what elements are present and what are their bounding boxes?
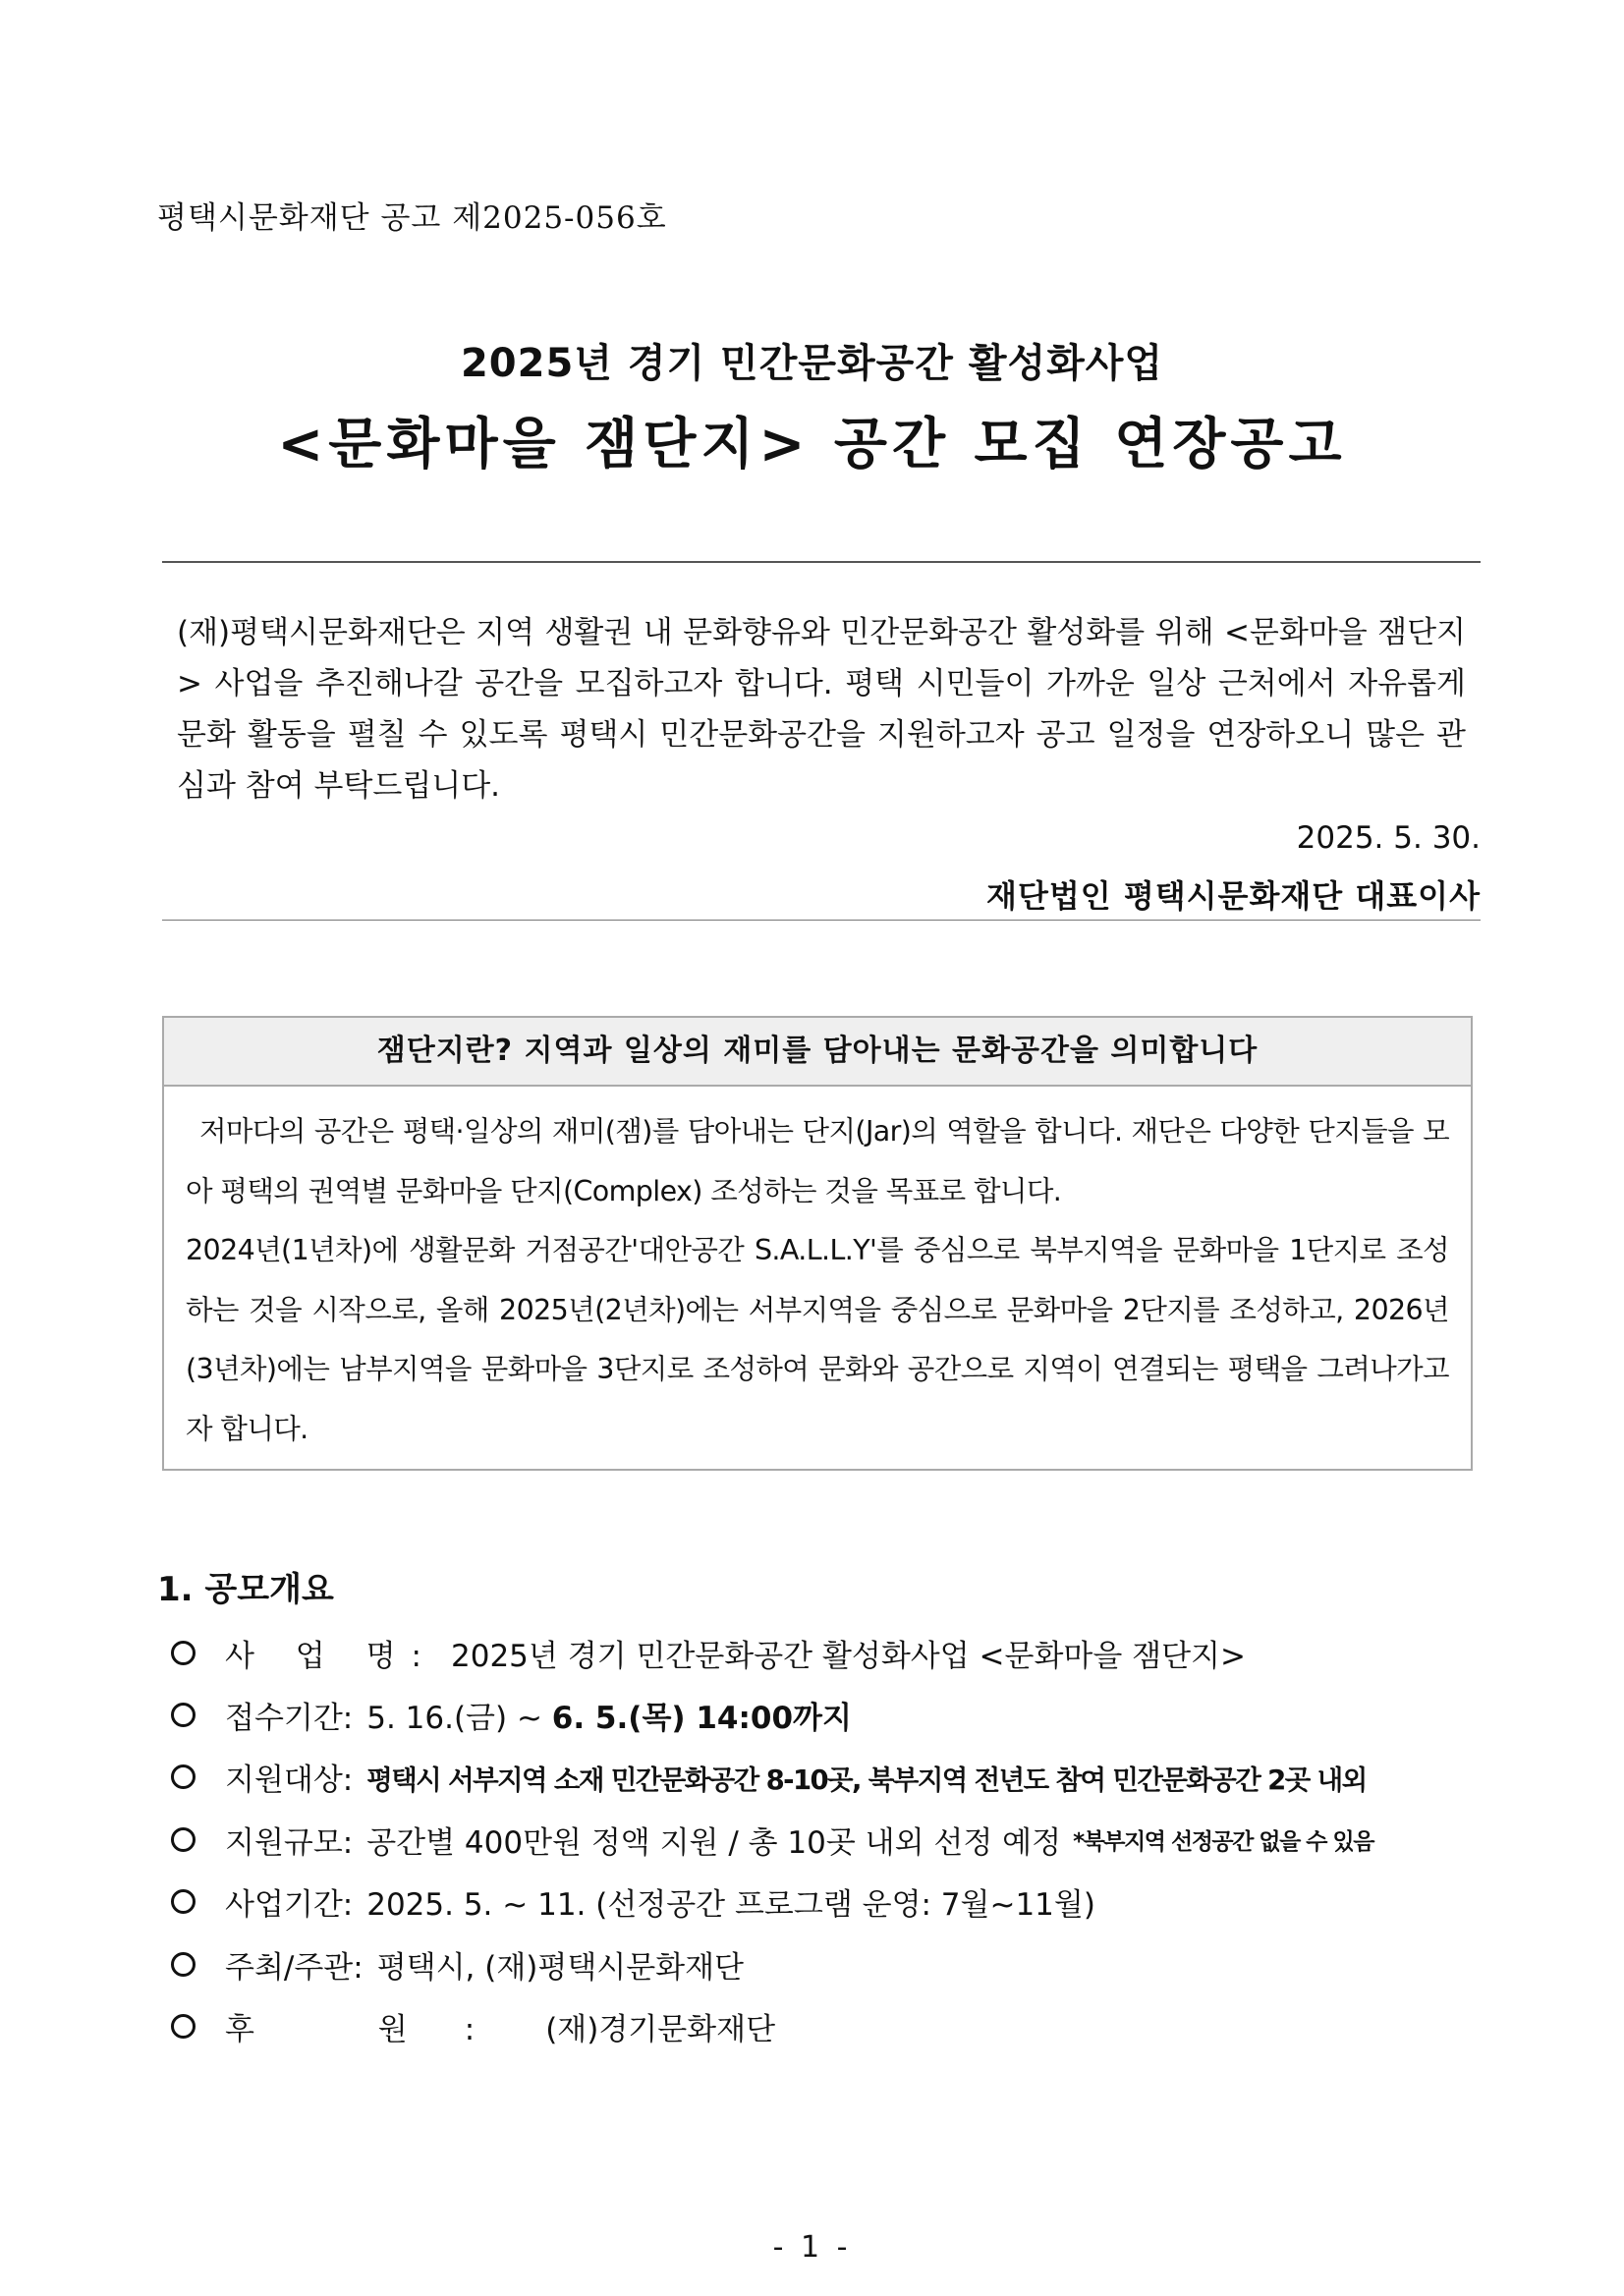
circle-bullet-icon bbox=[171, 1827, 196, 1852]
overview-item bbox=[171, 1693, 852, 1737]
overview-item bbox=[171, 1755, 1367, 1799]
item-value: 2025년 경기 민간문화공간 활성화사업 <문화마을 잼단지> bbox=[451, 1639, 1246, 1674]
info-box bbox=[162, 1016, 1473, 1471]
item-value: 공간별 400만원 정액 지원 / 총 10곳 내외 선정 예정 bbox=[366, 1825, 1062, 1861]
item-label: 지원규모: bbox=[225, 1825, 354, 1861]
notice-date: 2025. 5. 30. bbox=[1296, 820, 1481, 856]
overview-item bbox=[171, 1879, 1095, 1924]
circle-bullet-icon bbox=[171, 1952, 196, 1977]
item-label: 접수기간: bbox=[225, 1701, 354, 1736]
item-value: 평택시, (재)평택시문화재단 bbox=[376, 1950, 744, 1986]
item-value-emphasis: 6. 5.(목) 14:00까지 bbox=[551, 1701, 852, 1736]
title-line-1: 2025년 경기 민간문화공간 활성화사업 bbox=[460, 341, 1164, 386]
item-note: *북부지역 선정공간 없을 수 있음 bbox=[1073, 1829, 1373, 1855]
info-box-header: 잼단지란? 지역과 일상의 재미를 담아내는 문화공간을 의미합니다 bbox=[164, 1018, 1471, 1087]
item-value-emphasis: 평택시 서부지역 소재 민간문화공간 8-10곳, 북부지역 전년도 참여 민간문화공간 2곳 내외 bbox=[366, 1764, 1367, 1796]
item-value: (재)경기문화재단 bbox=[545, 2012, 776, 2047]
intro-paragraph: (재)평택시문화재단은 지역 생활권 내 문화향유와 민간문화공간 활성화를 위해 <문화마을 잼단지> 사업을 추진해나갈 공간을 모집하고자 합니다. 평택 시민들이 가까운 일상 근처에서 자유롭게 문화 활동을 펼칠 수 있도록 평택시 민간문화공간을 지원하고자 공고 일정을 연장하오니 많은 관심과 참여 부탁드립니다. bbox=[177, 615, 1466, 804]
item-label: 후 원: bbox=[225, 2012, 532, 2047]
notice-signer: 재단법인 평택시문화재단 대표이사 bbox=[986, 877, 1481, 915]
notice-number: 평택시문화재단 공고 제2025-056호 bbox=[157, 200, 667, 236]
divider-top bbox=[162, 561, 1481, 563]
circle-bullet-icon bbox=[171, 1764, 196, 1789]
item-label: 사업기간: bbox=[225, 1887, 354, 1923]
divider-bottom bbox=[162, 920, 1481, 921]
item-label: 주최/주관: bbox=[225, 1950, 364, 1986]
circle-bullet-icon bbox=[171, 1889, 196, 1914]
info-box-body bbox=[164, 1087, 1471, 1459]
item-label: 사 업 명: bbox=[225, 1639, 437, 1674]
item-label: 지원대상: bbox=[225, 1763, 354, 1798]
item-value: 2025. 5. ~ 11. (선정공간 프로그램 운영: 7월~11월) bbox=[366, 1887, 1095, 1923]
circle-bullet-icon bbox=[171, 2014, 196, 2039]
overview-item bbox=[171, 1818, 1373, 1862]
overview-item bbox=[171, 2004, 775, 2048]
info-box-para-1: 저마다의 공간은 평택·일상의 재미(잼)를 담아내는 단지(Jar)의 역할을 합니다. 재단은 다양한 단지들을 모아 평택의 권역별 문화마을 단지(Complex) 조성하는 것을 목표로 합니다. bbox=[186, 1115, 1449, 1207]
section-title: 1. 공모개요 bbox=[157, 1570, 334, 1609]
page-number: - 1 - bbox=[772, 2230, 852, 2265]
circle-bullet-icon bbox=[171, 1641, 196, 1665]
circle-bullet-icon bbox=[171, 1703, 196, 1727]
item-value: 5. 16.(금) ~ bbox=[366, 1701, 552, 1736]
overview-item bbox=[171, 1942, 744, 1987]
info-box-para-2: 2024년(1년차)에 생활문화 거점공간'대안공간 S.A.L.L.Y'를 중심으로 북부지역을 문화마을 1단지로 조성하는 것을 시작으로, 올해 2025년(2년차)에는 서부지역을 중심으로 문화마을 2단지를 조성하고, 2026년(3년차)에는 남부지역을 문화마을 3단지로 조성하여 문화와 공간으로 지역이 연결되는 평택을 그려나가고자 합니다. bbox=[186, 1234, 1449, 1445]
title-line-2: <문화마을 잼단지> 공간 모집 연장공고 bbox=[277, 413, 1347, 476]
overview-item bbox=[171, 1631, 1246, 1675]
